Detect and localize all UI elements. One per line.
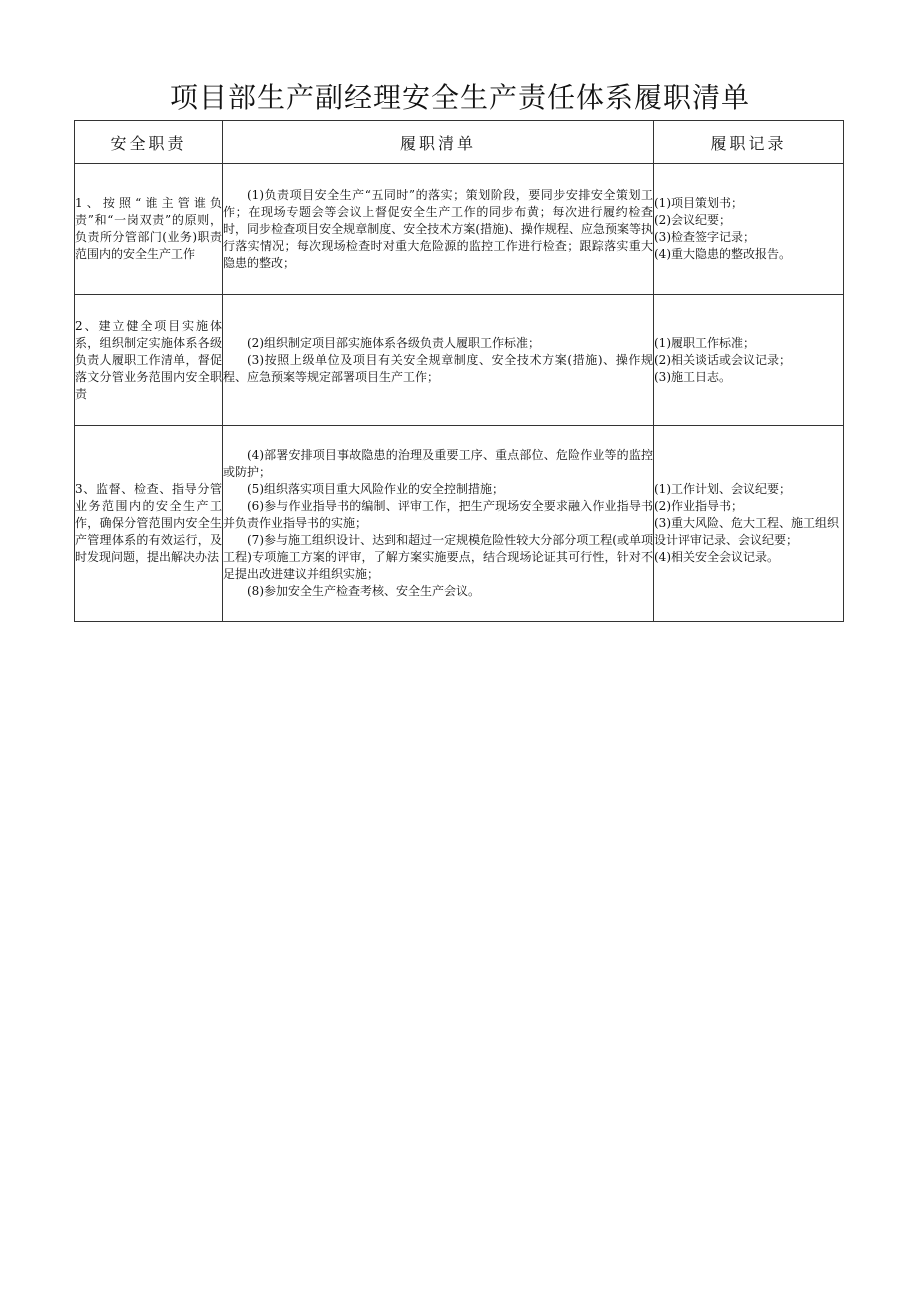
record-item: (2)相关谈话或会议记录； bbox=[654, 352, 791, 367]
list-cell bbox=[223, 295, 654, 426]
table-header-row bbox=[75, 121, 844, 164]
record-item: (3)施工日志。 bbox=[654, 369, 731, 384]
record-item: (2)作业指导书； bbox=[654, 499, 743, 513]
list-item: (8)参加安全生产检查考核、安全生产会议。 bbox=[247, 584, 480, 598]
list-item: (5)组织落实项目重大风险作业的安全控制措施； bbox=[247, 482, 504, 496]
duty-table bbox=[74, 120, 844, 622]
list-item: (2)组织制定项目部实施体系各级负责人履职工作标准； bbox=[247, 335, 541, 350]
list-cell bbox=[223, 164, 654, 295]
header-record: 履职记录 bbox=[654, 121, 844, 164]
header-list: 履职清单 bbox=[223, 121, 654, 164]
record-item: (1)工作计划、会议纪要； bbox=[654, 482, 791, 496]
list-item: (4)部署安排项目事故隐患的治理及重要工序、重点部位、危险作业等的监控或防护； bbox=[223, 448, 653, 479]
duty-cell: 1、按照“谁主管谁负责”和“一岗双责”的原则，负责所分管部门(业务)职责范围内的安全生产工作 bbox=[75, 164, 223, 295]
page-title: 项目部生产副经理安全生产责任体系履职清单 bbox=[169, 81, 750, 114]
record-cell bbox=[654, 426, 844, 622]
record-item: (4)重大隐患的整改报告。 bbox=[654, 247, 791, 261]
duty-cell: 3、监督、检查、指导分管业务范围内的安全生产工作，确保分管范围内安全生产管理体系的有效运行，及时发现问题，提出解决办法 bbox=[75, 426, 223, 622]
record-cell bbox=[654, 164, 844, 295]
header-duty: 安全职责 bbox=[75, 121, 223, 164]
record-item: (3)检查签字记录； bbox=[654, 230, 755, 244]
list-item: (7)参与施工组织设计、达到和超过一定规模危险性较大分部分项工程(或单项工程)专项施工方案的评审，了解方案实施要点，结合现场论证其可行性，针对不足提出改进建议并组织实施； bbox=[223, 533, 653, 581]
list-cell bbox=[223, 426, 654, 622]
record-item: (1)项目策划书； bbox=[654, 196, 743, 210]
duty-cell: 2、建立健全项目实施体系，组织制定实施体系各级负责人履职工作清单，督促落文分管业务范围内安全职责 bbox=[75, 295, 223, 426]
list-item: (6)参与作业指导书的编制、评审工作，把生产现场安全要求融入作业指导书并负责作业指导书的实施； bbox=[223, 499, 653, 530]
table-row bbox=[75, 164, 844, 295]
record-item: (3)重大风险、危大工程、施工组织设计评审记录、会议纪要； bbox=[654, 516, 839, 547]
list-item: (3)按照上级单位及项目有关安全规章制度、安全技术方案(措施)、操作规程、应急预案等规定部署项目生产工作； bbox=[223, 352, 653, 384]
record-item: (4)相关安全会议记录。 bbox=[654, 550, 779, 564]
list-item: (1)负责项目安全生产“五同时”的落实；策划阶段，要同步安排安全策划工作；在现场专题会等会议上督促安全生产工作的同步布黄；每次进行履约检查时，同步检查项目安全规章制度、安全技术方案(措施)、操作规程、应急预案等执行落实情况；每次现场检查时对重大危险源的监控工作进行检查；跟踪落实重大隐患的整改； bbox=[223, 187, 653, 270]
table-row bbox=[75, 295, 844, 426]
record-item: (2)会议纪要； bbox=[654, 213, 731, 227]
record-cell bbox=[654, 295, 844, 426]
record-item: (1)履职工作标准； bbox=[654, 335, 755, 350]
table-row bbox=[75, 426, 844, 622]
